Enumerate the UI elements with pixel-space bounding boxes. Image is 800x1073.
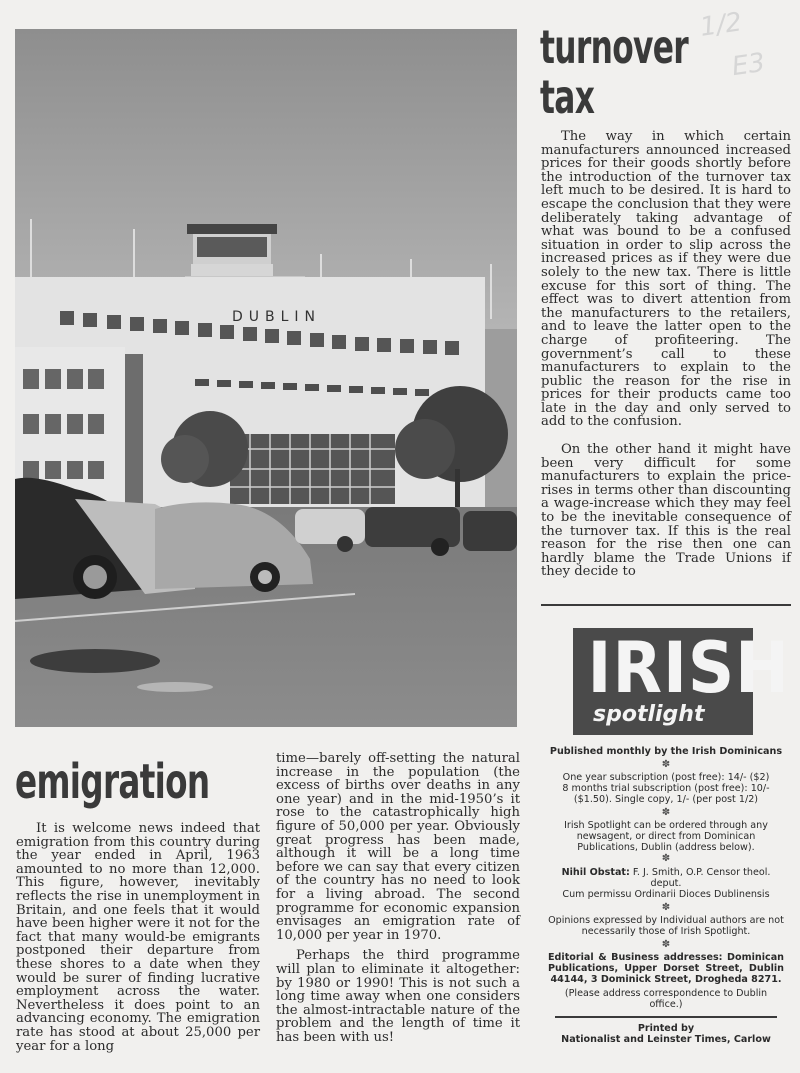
separator-icon: ✽	[661, 902, 671, 913]
printed-by-label: Printed by	[637, 1023, 695, 1034]
opinions-disclaimer: Opinions expressed by Individual authors are not necessarily those of Irish Spotlight.	[548, 915, 784, 937]
ordering-info: Irish Spotlight can be ordered through any newsagent, or direct from Dominican Publications, Dublin (address below).	[564, 820, 768, 853]
business-addresses: Editorial & Business addresses: Dominican Publications, Upper Dorset Street, Dublin 44144, 3 Dominick Street, Drogheda 8271.	[548, 952, 784, 985]
cum-permissu: Cum permissu Ordinarii Dioces Dublinensis	[562, 889, 770, 900]
irish-spotlight-logo	[573, 627, 790, 735]
nihil-obstat-value: F. J. Smith, O.P. Censor theol. deput.	[632, 867, 771, 889]
paragraph: It is welcome news indeed that emigration from this country during the year ended in April, 1963 amounted to no more than 12,000. This figure, however, inevitably reflects the rise in unemployment in Britain, and one feels that it would have been higher were it not for the fact that many would-be emigrants postponed their departure from these shores to a date when they would be surer of finding lucrative employment across the water. Nevertheless it does point to an advancing economy. The emigration rate has stood at about 25,000 per year for a long	[16, 821, 260, 1054]
nihil-obstat-label: Nihil Obstat:	[561, 867, 630, 878]
logo-main-text: IRISH	[587, 627, 790, 709]
article-emigration-col1	[16, 822, 260, 1053]
subscription-trial: 8 months trial subscription (post free): 10/- ($1.50). Single copy, 1/- (per post 1/2)	[562, 783, 770, 805]
correspondence-note: (Please address correspondence to Dublin office.)	[564, 988, 768, 1010]
subscription-annual: One year subscription (post free): 14/- ($2)	[562, 772, 770, 783]
separator-icon: ✽	[661, 807, 671, 818]
headline-turnover: turnover	[540, 20, 689, 74]
paragraph: time—barely off-setting the natural increase in the population (the excess of births over deaths in any one year) and in the mid-1950’s it rose to the catastrophically high figure of 50,000 per year. Obviously great progress has been made, although it will be a long time before we can say that every citizen of the country has no need to look for a living abroad. The second programme for economic expansion envisages an emigration rate of 10,000 per year in 1970.	[276, 751, 520, 943]
column-divider	[541, 604, 791, 606]
handwritten-note-code: E3	[730, 47, 767, 83]
nihil-obstat	[548, 867, 784, 889]
article-turnover-tax	[541, 130, 791, 579]
published-by: Published monthly by the Irish Dominicans	[549, 746, 783, 757]
separator-icon: ✽	[661, 853, 671, 864]
paragraph: Perhaps the third programme will plan to eliminate it altogether: by 1980 or 1990! This is not such a long time away when one considers the almost-intractable nature of the problem and the length of time it has been with us!	[276, 948, 520, 1045]
printer-name: Nationalist and Leinster Times, Carlow	[561, 1034, 771, 1045]
headline-emigration: emigration	[15, 754, 210, 810]
paragraph: On the other hand it might have been very difficult for some manufacturers to explain the price-rises in terms other than discounting a wage-increase which they may feel to be the inevitable consequence of the turnover tax. If this is the real reason for the rise then one can hardly blame the Trade Unions if they decide to	[541, 442, 791, 580]
masthead-info	[548, 746, 784, 1045]
article-emigration-col2	[276, 752, 520, 1044]
logo-sub-text: spotlight	[593, 702, 705, 727]
headline-tax: tax	[540, 70, 595, 124]
airport-illustration	[15, 29, 517, 727]
handwritten-note-fraction: 1/2	[698, 7, 744, 43]
paragraph: The way in which certain manufacturers announced increased prices for their goods shortly before the introduction of the turnover tax left much to be desired. It is hard to escape the conclusion that they were deliberately taking advantage of what was bound to be a confused situation in order to slip across the increased prices as if they were due solely to the new tax. There is little excuse for this sort of thing. The effect was to divert attention from the manufacturers to the retailers, and to leave the latter open to the charge of profiteering. The government’s call to these manufacturers to explain to the public the reason for the rise in prices for their products came too late in the day and only served to add to the confusion.	[541, 129, 791, 430]
dublin-airport-photo	[15, 29, 517, 727]
masthead-divider	[555, 1016, 777, 1018]
separator-icon: ✽	[661, 759, 671, 770]
building-sign: DUBLIN	[232, 309, 322, 325]
separator-icon: ✽	[661, 939, 671, 950]
